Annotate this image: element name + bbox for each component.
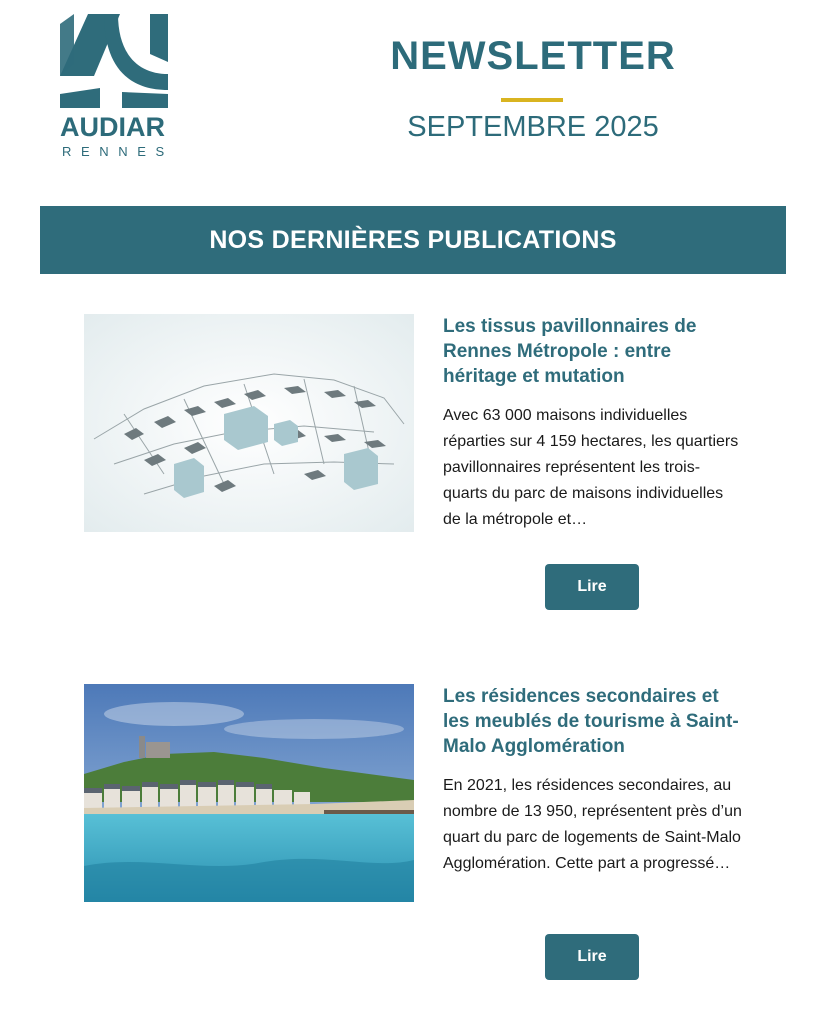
read-button[interactable]: Lire [545, 564, 639, 610]
publication-excerpt: Avec 63 000 maisons individuelles réparties sur 4 159 hectares, les quartiers pavillonnaires représentent les trois-quarts du parc de maisons individuelles de la métropole et… [443, 407, 739, 528]
title-divider [501, 98, 563, 102]
newsletter-title: NEWSLETTER [390, 34, 676, 78]
publication-image-housing-model[interactable] [84, 314, 414, 532]
section-banner [40, 206, 786, 274]
logo-name: AUDIAR [60, 112, 165, 142]
newsletter-date: SEPTEMBRE 2025 [407, 111, 659, 143]
audiar-logo-mark [60, 14, 172, 112]
audiar-logo [60, 14, 174, 159]
read-button[interactable]: Lire [545, 934, 639, 980]
publication-title[interactable]: Les tissus pavillonnaires de Rennes Métropole : entre héritage et mutation [443, 316, 697, 387]
publication-image-coastal-town[interactable] [84, 684, 414, 902]
publication-title[interactable]: Les résidences secondaires et les meublés de tourisme à Saint-Malo Agglomération [443, 686, 739, 757]
publication-excerpt: En 2021, les résidences secondaires, au nombre de 13 950, représentent près d’un quart du parc de logements de Saint-Malo Agglomération. Cette part a progressé… [443, 777, 742, 872]
section-banner-label: NOS DERNIÈRES PUBLICATIONS [209, 225, 617, 254]
logo-subtitle: RENNES [62, 144, 174, 159]
